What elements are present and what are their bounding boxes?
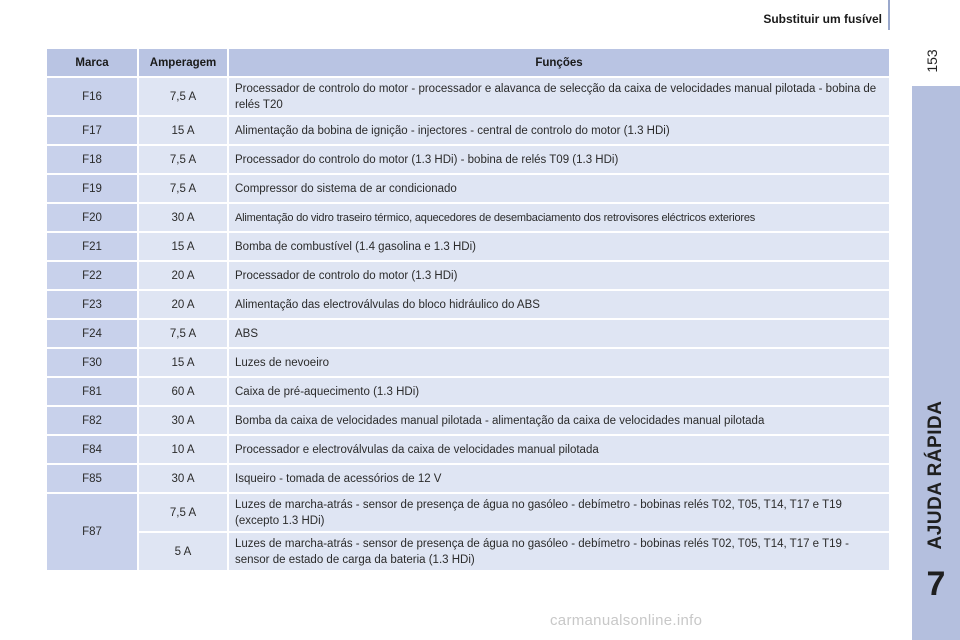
fuse-function: Processador de controlo do motor (1.3 HDi) [229,262,889,289]
fuse-amperage: 5 A [139,533,227,570]
fuse-amperage: 30 A [139,204,227,231]
fuse-mark: F17 [47,117,137,144]
fuse-mark: F85 [47,465,137,492]
fuse-function: Alimentação das electroválvulas do bloco hidráulico do ABS [229,291,889,318]
fuse-mark: F22 [47,262,137,289]
table-row [47,262,889,289]
fuse-function: Alimentação da bobina de ignição - injectores - central de controlo do motor (1.3 HDi) [229,117,889,144]
fuse-amperage: 20 A [139,291,227,318]
table-row [47,407,889,434]
fuse-function: ABS [229,320,889,347]
fuse-function: Luzes de marcha-atrás - sensor de presença de água no gasóleo - debímetro - bobinas relés T02, T05, T14, T17 e T19 - sensor de estado de carga da bateria (1.3 HDi) [229,533,889,570]
fuse-amperage: 7,5 A [139,494,227,531]
watermark: carmanualsonline.info [550,612,703,629]
table-header-row [47,49,889,76]
fuse-mark: F21 [47,233,137,260]
fuse-amperage: 20 A [139,262,227,289]
fuse-mark: F16 [47,78,137,115]
fuse-function: Compressor do sistema de ar condicionado [229,175,889,202]
page-number: 153 [924,49,940,73]
table-row [47,533,889,570]
header-marca: Marca [47,49,137,76]
header-amperagem: Amperagem [139,49,227,76]
fuse-amperage: 7,5 A [139,146,227,173]
fuse-mark: F19 [47,175,137,202]
fuse-amperage: 60 A [139,378,227,405]
fuse-mark: F30 [47,349,137,376]
fuse-function: Luzes de nevoeiro [229,349,889,376]
chapter-label-text: AJUDA RÁPIDA [925,400,946,550]
table-row [47,436,889,463]
fuse-amperage: 30 A [139,465,227,492]
fuse-amperage: 7,5 A [139,175,227,202]
fuse-function: Luzes de marcha-atrás - sensor de presença de água no gasóleo - debímetro - bobinas relés T02, T05, T14, T17 e T19 (excepto 1.3 HDi) [229,494,889,531]
table-row [47,291,889,318]
chapter-side-tab [912,86,960,640]
fuse-mark: F20 [47,204,137,231]
header-divider [888,0,890,30]
fuse-mark: F18 [47,146,137,173]
fuse-mark: F87 [47,494,137,570]
fuse-table [45,47,891,572]
fuse-function: Alimentação do vidro traseiro térmico, aquecedores de desembaciamento dos retrovisores eléctricos exteriores [229,204,889,231]
fuse-table-container [45,47,891,572]
fuse-function: Processador de controlo do motor - processador e alavanca de selecção da caixa de velocidades manual pilotada - bobina de relés T20 [229,78,889,115]
table-row [47,465,889,492]
table-row [47,233,889,260]
fuse-function: Bomba de combustível (1.4 gasolina e 1.3 HDi) [229,233,889,260]
table-row [47,378,889,405]
fuse-amperage: 7,5 A [139,320,227,347]
chapter-number: 7 [926,565,946,603]
fuse-mark: F23 [47,291,137,318]
header-funcoes: Funções [229,49,889,76]
fuse-mark: F84 [47,436,137,463]
table-row [47,320,889,347]
table-row [47,175,889,202]
fuse-amperage: 15 A [139,233,227,260]
fuse-amperage: 10 A [139,436,227,463]
fuse-amperage: 15 A [139,117,227,144]
fuse-function: Processador do controlo do motor (1.3 HDi) - bobina de relés T09 (1.3 HDi) [229,146,889,173]
fuse-function: Processador e electroválvulas da caixa de velocidades manual pilotada [229,436,889,463]
table-row [47,204,889,231]
fuse-amperage: 7,5 A [139,78,227,115]
fuse-function: Isqueiro - tomada de acessórios de 12 V [229,465,889,492]
table-row [47,146,889,173]
table-row [47,349,889,376]
table-row [47,117,889,144]
table-row [47,494,889,531]
table-row [47,78,889,115]
fuse-mark: F81 [47,378,137,405]
page-header-title: Substituir um fusível [763,12,882,26]
fuse-amperage: 15 A [139,349,227,376]
fuse-function: Bomba da caixa de velocidades manual pilotada - alimentação da caixa de velocidades manual pilotada [229,407,889,434]
fuse-function: Caixa de pré-aquecimento (1.3 HDi) [229,378,889,405]
fuse-mark: F24 [47,320,137,347]
fuse-mark: F82 [47,407,137,434]
fuse-amperage: 30 A [139,407,227,434]
